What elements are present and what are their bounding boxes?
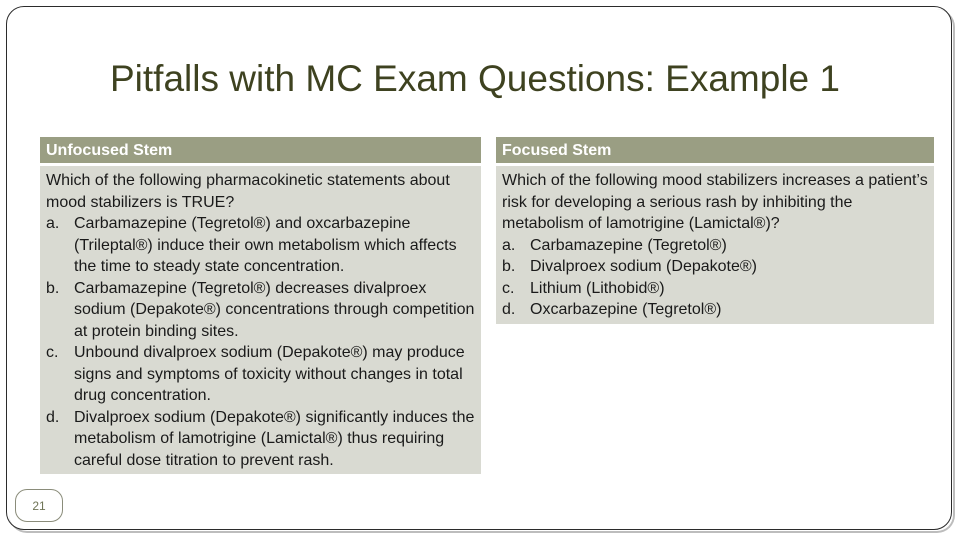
option-letter: c.	[46, 344, 59, 361]
option-text: Carbamazepine (Tegretol®)	[530, 236, 727, 254]
slide-title: Pitfalls with MC Exam Questions: Example 1	[110, 58, 840, 99]
answer-options	[502, 235, 928, 321]
option-letter: b.	[46, 279, 60, 297]
focused-stem-column	[496, 137, 934, 324]
question-stem: Which of the following pharmacokinetic statements about mood stabilizers is TRUE?	[46, 172, 450, 211]
option-text: Carbamazepine (Tegretol®) and oxcarbazepine (Trileptal®) induce their own metabolism which affects the time to steady state concentration.	[74, 215, 457, 275]
answer-option	[46, 407, 475, 472]
question-stem: Which of the following mood stabilizers increases a patient’s risk for developing a serious rash by inhibiting the metabolism of lamotrigine (Lamictal®)?	[502, 172, 928, 232]
answer-option	[46, 213, 475, 278]
answer-option	[502, 278, 928, 300]
unfocused-stem-column	[40, 137, 481, 474]
option-letter: d.	[46, 408, 60, 426]
option-text: Carbamazepine (Tegretol®) decreases divalproex sodium (Depakote®) concentrations through competition at protein binding sites.	[74, 279, 475, 340]
option-text: Lithium (Lithobid®)	[530, 279, 665, 297]
option-letter: c.	[502, 279, 515, 297]
option-letter: a.	[502, 236, 516, 254]
page-number: 21	[15, 489, 63, 522]
answer-option	[502, 235, 928, 257]
column-header: Focused Stem	[496, 137, 934, 163]
option-letter: d.	[502, 301, 516, 318]
answer-option	[502, 256, 928, 278]
answer-option	[46, 342, 475, 407]
column-header: Unfocused Stem	[40, 137, 481, 163]
column-body	[496, 166, 934, 324]
option-text: Unbound divalproex sodium (Depakote®) may produce signs and symptoms of toxicity without changes in total drug concentration.	[74, 344, 465, 404]
column-body	[40, 166, 481, 474]
option-text: Oxcarbazepine (Tegretol®)	[530, 301, 722, 318]
option-letter: a.	[46, 215, 60, 232]
answer-option	[46, 278, 475, 343]
option-letter: b.	[502, 258, 516, 275]
answer-options	[46, 213, 475, 471]
answer-option	[502, 299, 928, 321]
option-text: Divalproex sodium (Depakote®)	[530, 258, 757, 275]
option-text: Divalproex sodium (Depakote®) significantly induces the metabolism of lamotrigine (Lamictal®) thus requiring careful dose titration to prevent rash.	[74, 408, 475, 469]
